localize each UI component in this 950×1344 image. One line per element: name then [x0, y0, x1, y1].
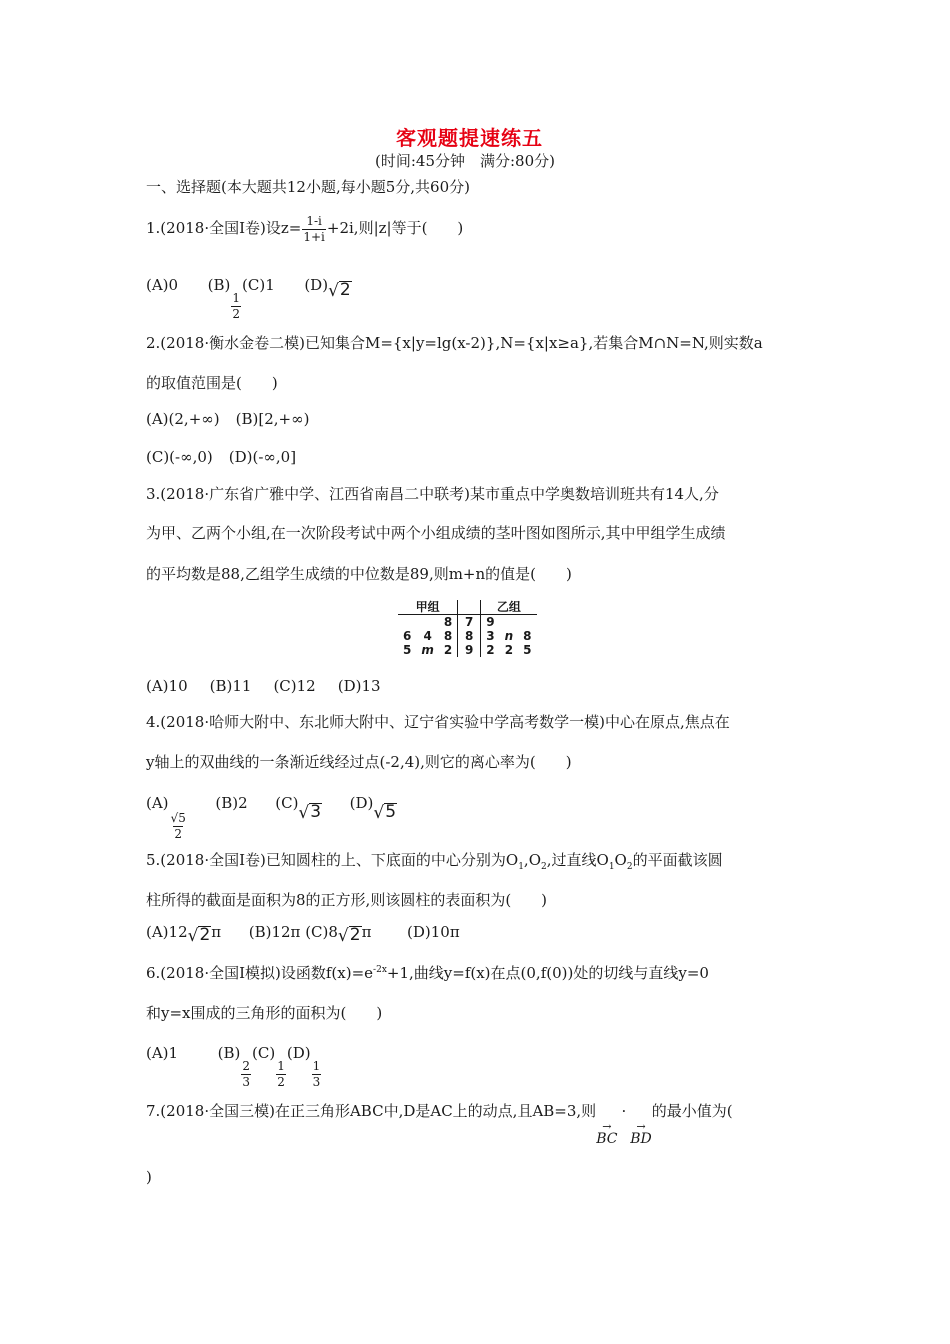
question-7-line-1	[146, 1104, 733, 1146]
q5-text-a: 5.(2018·全国Ⅰ卷)已知圆柱的上、下底面的中心分别为O	[146, 851, 519, 869]
q5-sub-2: 2	[541, 862, 547, 872]
q4-option-c-radicand: 3	[310, 802, 322, 823]
q1-option-b-num: 1	[232, 291, 241, 305]
section-heading: 一、选择题(本大题共12小题,每小题5分,共60分)	[146, 178, 470, 196]
sqrt-icon: √	[298, 803, 310, 823]
vector-bd	[630, 1121, 652, 1146]
q4-option-a-num: √5	[170, 811, 186, 825]
leaf-cell: m	[421, 643, 434, 657]
vector-bc	[596, 1121, 617, 1146]
question-2-line-1: 2.(2018·衡水金卷二模)已知集合M={x|y=lg(x-2)},N={x|x≥a},若集合M∩N=N,则实数a	[146, 334, 763, 352]
q5-option-d: (D)10π	[407, 923, 460, 941]
sqrt-icon: √	[373, 803, 385, 823]
q2-options-row-1	[146, 412, 309, 427]
q3-option-d: (D)13	[337, 677, 381, 695]
q1-options	[146, 278, 352, 320]
question-6-line-2: 和y=x围成的三角形的面积为( )	[146, 1004, 383, 1022]
question-6-line-1	[146, 966, 709, 981]
leaf-cell: 5	[523, 643, 532, 657]
leaf-cell: 6	[403, 629, 412, 643]
q6-option-b	[217, 1044, 252, 1089]
leaf-cell: 8	[443, 615, 453, 629]
q7-text-b: 的最小值为(	[651, 1102, 733, 1120]
leaf-cell: 4	[423, 629, 432, 643]
q3-option-b: (B)11	[209, 677, 252, 695]
leaf-cell: 8	[443, 629, 453, 643]
leaf-cell: 5	[403, 643, 412, 657]
q6-option-b-den: 3	[242, 1074, 251, 1089]
question-1	[146, 215, 463, 243]
time-score-info: (时间:45分钟 满分:80分)	[375, 152, 555, 170]
table-row	[398, 643, 537, 657]
vector-arrow-icon: →	[602, 1120, 612, 1133]
q5-sub-3: 1	[608, 862, 615, 872]
q5-sub-1: 1	[518, 862, 524, 872]
q4-option-d	[349, 794, 397, 823]
q7-text-a: 7.(2018·全国三模)在正三角形ABC中,D是AC上的动点,且AB=3,则	[146, 1102, 597, 1120]
question-4-line-1: 4.(2018·哈师大附中、东北师大附中、辽宁省实验中学高考数学一模)中心在原点,焦点在	[146, 713, 730, 731]
dot-product-symbol: ·	[621, 1102, 627, 1120]
leaf-cell	[416, 615, 439, 630]
q1-frac-num: 1-i	[306, 214, 322, 228]
page-title: 客观题提速练五	[396, 126, 543, 150]
table-row	[398, 615, 537, 630]
question-3-line-3: 的平均数是88,乙组学生成绩的中位数是89,则m+n的值是( )	[146, 565, 572, 583]
q6-option-c-label: (C)	[252, 1044, 276, 1062]
q2-option-c: (C)(-∞,0)	[146, 448, 213, 466]
q5-option-c	[305, 923, 372, 946]
q5-text-e: 的平面截该圆	[632, 851, 723, 869]
stem-leaf-head-left: 甲组	[415, 600, 440, 614]
q6-option-a: (A)1	[146, 1044, 179, 1062]
sqrt-icon: √	[328, 281, 339, 301]
q5-text-c: ,过直线O	[546, 851, 609, 869]
q4-option-c	[275, 794, 322, 823]
q5-sub-4: 2	[626, 862, 633, 872]
leaf-cell	[500, 615, 519, 630]
q3-option-c: (C)12	[273, 677, 316, 695]
q1-text-post: +2i,则|z|等于( )	[326, 219, 464, 238]
q6-option-d-label: (D)	[286, 1044, 311, 1062]
q5-option-a-pi: π	[211, 923, 222, 941]
leaf-cell: 8	[523, 629, 532, 643]
q1-option-b-den: 2	[232, 306, 241, 321]
stem-leaf-plot	[398, 600, 537, 657]
question-2-line-2: 的取值范围是( )	[146, 374, 278, 392]
q4-option-a	[146, 794, 188, 841]
q1-option-d-radicand: 2	[339, 280, 351, 301]
table-row	[398, 629, 537, 643]
q3-options	[146, 679, 381, 694]
question-5-line-2: 柱所得的截面是面积为8的正方形,则该圆柱的表面积为( )	[146, 891, 548, 909]
leaf-cell: 2	[486, 643, 495, 657]
q5-option-b: (B)12π	[248, 923, 301, 941]
vector-arrow-icon: →	[636, 1120, 646, 1133]
q6-option-c	[252, 1044, 287, 1089]
q6-option-d-den: 3	[312, 1074, 321, 1089]
q5-option-a-radicand: 2	[199, 925, 211, 946]
sqrt-icon: √	[187, 926, 199, 946]
q5-text-d: O	[614, 851, 627, 869]
q5-option-c-radicand: 2	[349, 925, 361, 946]
q5-option-a-label: (A)12	[146, 923, 188, 941]
q4-options	[146, 796, 397, 840]
q1-text-pre: 1.(2018·全国Ⅰ卷)设z=	[146, 219, 302, 238]
question-4-line-2: y轴上的双曲线的一条渐近线经过点(-2,4),则它的离心率为( )	[146, 753, 572, 771]
stem-cell: 8	[458, 629, 481, 643]
question-5-line-1	[146, 853, 723, 872]
q6-option-d	[286, 1044, 322, 1089]
q1-option-b	[207, 276, 242, 321]
q4-option-a-den: 2	[174, 826, 182, 841]
q6-text-b: +1,曲线y=f(x)在点(0,f(0))处的切线与直线y=0	[386, 964, 709, 982]
q1-option-a: (A)0	[146, 276, 179, 294]
q1-option-d-label: (D)	[304, 276, 329, 294]
question-3-line-2: 为甲、乙两个小组,在一次阶段考试中两个小组成绩的茎叶图如图所示,其中甲组学生成绩	[146, 524, 726, 542]
q4-option-b: (B)2	[215, 794, 248, 812]
q4-option-d-label: (D)	[349, 794, 374, 812]
q4-option-d-radicand: 5	[385, 802, 397, 823]
q6-options	[146, 1046, 322, 1088]
q1-fraction	[302, 215, 326, 243]
leaf-cell	[518, 615, 536, 630]
q2-option-b: (B)[2,+∞)	[235, 410, 310, 428]
q5-text-b: ,O	[523, 851, 541, 869]
q6-text-a: 6.(2018·全国Ⅰ模拟)设函数f(x)=e	[146, 964, 374, 982]
q5-option-a	[146, 923, 222, 946]
q6-option-b-num: 2	[242, 1059, 251, 1073]
q1-option-d	[304, 276, 351, 301]
q5-option-c-label: (C)8	[305, 923, 338, 941]
q4-option-c-label: (C)	[275, 794, 299, 812]
stem-cell: 7	[458, 615, 481, 630]
q3-option-a: (A)10	[146, 677, 188, 695]
q6-option-d-num: 1	[312, 1059, 321, 1073]
q4-option-a-label: (A)	[146, 794, 169, 812]
q1-frac-den: 1+i	[303, 229, 325, 244]
q1-option-c: (C)1	[242, 276, 275, 294]
q2-option-d: (D)(-∞,0]	[228, 448, 297, 466]
leaf-cell	[398, 615, 416, 630]
question-3-line-1: 3.(2018·广东省广雅中学、江西省南昌二中联考)某市重点中学奥数培训班共有14人,分	[146, 485, 719, 503]
q6-exponent: -2x	[373, 965, 387, 975]
q5-option-c-pi: π	[361, 923, 372, 941]
leaf-cell: 3	[486, 629, 495, 643]
q2-option-a: (A)(2,+∞)	[146, 410, 220, 428]
stem-leaf-head-right: 乙组	[496, 600, 521, 614]
q6-option-b-label: (B)	[217, 1044, 241, 1062]
q6-option-c-num: 1	[277, 1059, 285, 1073]
vector-bc-label: BC	[596, 1131, 618, 1147]
q2-options-row-2	[146, 450, 296, 465]
leaf-cell: 2	[504, 643, 514, 657]
leaf-cell: 9	[486, 615, 495, 629]
question-7-line-2: )	[146, 1168, 152, 1186]
q1-option-b-label: (B)	[207, 276, 231, 294]
stem-leaf-table	[398, 600, 537, 657]
leaf-cell: 2	[443, 643, 453, 657]
sqrt-icon: √	[337, 926, 349, 946]
q5-options	[146, 925, 460, 945]
vector-bd-label: BD	[630, 1131, 652, 1147]
leaf-cell: n	[504, 629, 514, 643]
stem-cell: 9	[458, 643, 481, 657]
q6-option-c-den: 2	[277, 1074, 285, 1089]
